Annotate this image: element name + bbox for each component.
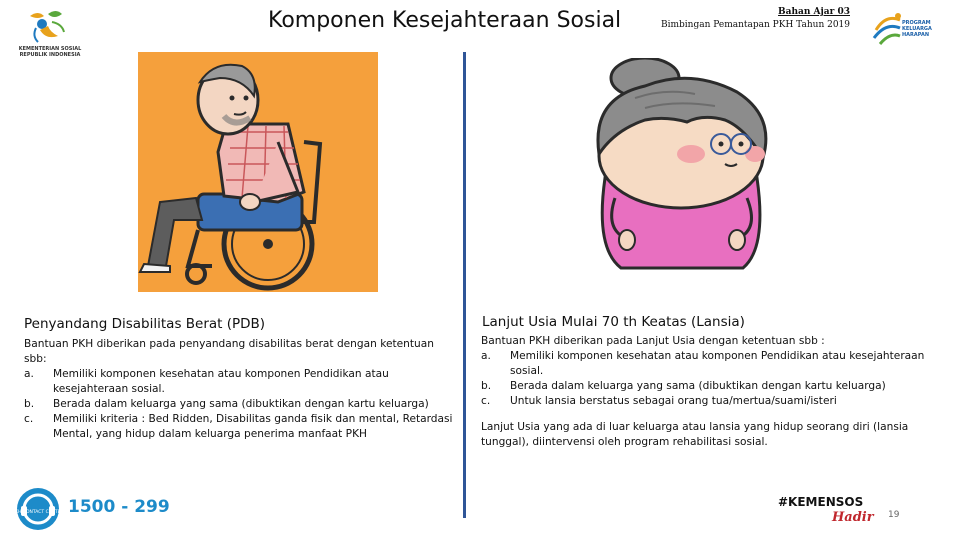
hotline-number: 1500 - 299 bbox=[68, 497, 170, 517]
headset-icon bbox=[12, 486, 66, 532]
kemensos-hashtag: #KEMENSOS bbox=[778, 495, 864, 509]
elderly-woman-illustration bbox=[575, 58, 785, 273]
pdb-section-body bbox=[24, 337, 456, 442]
list-item bbox=[24, 412, 456, 442]
wheelchair-illustration bbox=[138, 52, 378, 292]
lansia-section-body bbox=[481, 334, 959, 409]
list-marker: a. bbox=[481, 350, 491, 362]
list-item bbox=[481, 394, 959, 409]
lansia-intro: Bantuan PKH diberikan pada Lanjut Usia dengan ketentuan sbb : bbox=[481, 335, 825, 347]
header-info bbox=[650, 6, 850, 32]
list-text: Memiliki komponen kesehatan atau komponen Pendidikan atau kesejahteraan sosial. bbox=[510, 350, 925, 377]
list-item bbox=[24, 367, 456, 397]
list-marker: b. bbox=[481, 380, 492, 392]
kemensos-logo bbox=[18, 6, 82, 62]
hotline-caption: PKH CONTACT CENTER bbox=[12, 510, 64, 515]
list-text: Untuk lansia berstatus sebagai orang tua/mertua/suami/isteri bbox=[510, 395, 837, 407]
pdb-section-title: Penyandang Disabilitas Berat (PDB) bbox=[24, 316, 266, 332]
list-marker: b. bbox=[24, 398, 35, 410]
list-item bbox=[481, 349, 959, 379]
list-marker: a. bbox=[24, 368, 34, 380]
pkh-logo bbox=[872, 8, 946, 50]
kemensos-hadir-badge bbox=[774, 494, 878, 532]
column-divider bbox=[463, 52, 466, 518]
list-text: Memiliki kriteria : Bed Ridden, Disabilitas ganda fisik dan mental, Retardasi Mental, yang hidup dalam keluarga penerima manfaat PKH bbox=[53, 413, 453, 440]
list-text: Berada dalam keluarga yang sama (dibuktikan dengan kartu keluarga) bbox=[53, 398, 429, 410]
material-label: Bahan Ajar 03 bbox=[778, 7, 850, 17]
list-text: Memiliki komponen kesehatan atau komponen Pendidikan atau kesejahteraan sosial. bbox=[53, 368, 389, 395]
training-label: Bimbingan Pemantapan PKH Tahun 2019 bbox=[661, 20, 850, 30]
page-number: 19 bbox=[888, 510, 900, 520]
pkh-logo-caption: PROGRAM KELUARGA HARAPAN bbox=[902, 20, 932, 38]
list-item bbox=[481, 379, 959, 394]
hotline-badge bbox=[12, 486, 172, 532]
list-marker: c. bbox=[481, 395, 491, 407]
wheelchair-man-icon bbox=[138, 52, 378, 292]
pdb-intro: Bantuan PKH diberikan pada penyandang disabilitas berat dengan ketentuan sbb: bbox=[24, 338, 434, 365]
elderly-woman-icon bbox=[575, 58, 785, 273]
kemensos-emblem-icon bbox=[18, 6, 82, 46]
hadir-text: Hadir bbox=[832, 510, 874, 525]
logo-left-caption: KEMENTERIAN SOSIAL REPUBLIK INDONESIA bbox=[18, 46, 82, 58]
page-title: Komponen Kesejahteraan Sosial bbox=[268, 8, 622, 33]
lansia-note: Lanjut Usia yang ada di luar keluarga atau lansia yang hidup seorang diri (lansia tunggal), diintervensi oleh program rehabilitasi sosial. bbox=[481, 421, 909, 448]
list-marker: c. bbox=[24, 413, 34, 425]
list-text: Berada dalam keluarga yang sama (dibuktikan dengan kartu keluarga) bbox=[510, 380, 886, 392]
list-item bbox=[24, 397, 456, 412]
lansia-section-title: Lanjut Usia Mulai 70 th Keatas (Lansia) bbox=[482, 314, 745, 330]
